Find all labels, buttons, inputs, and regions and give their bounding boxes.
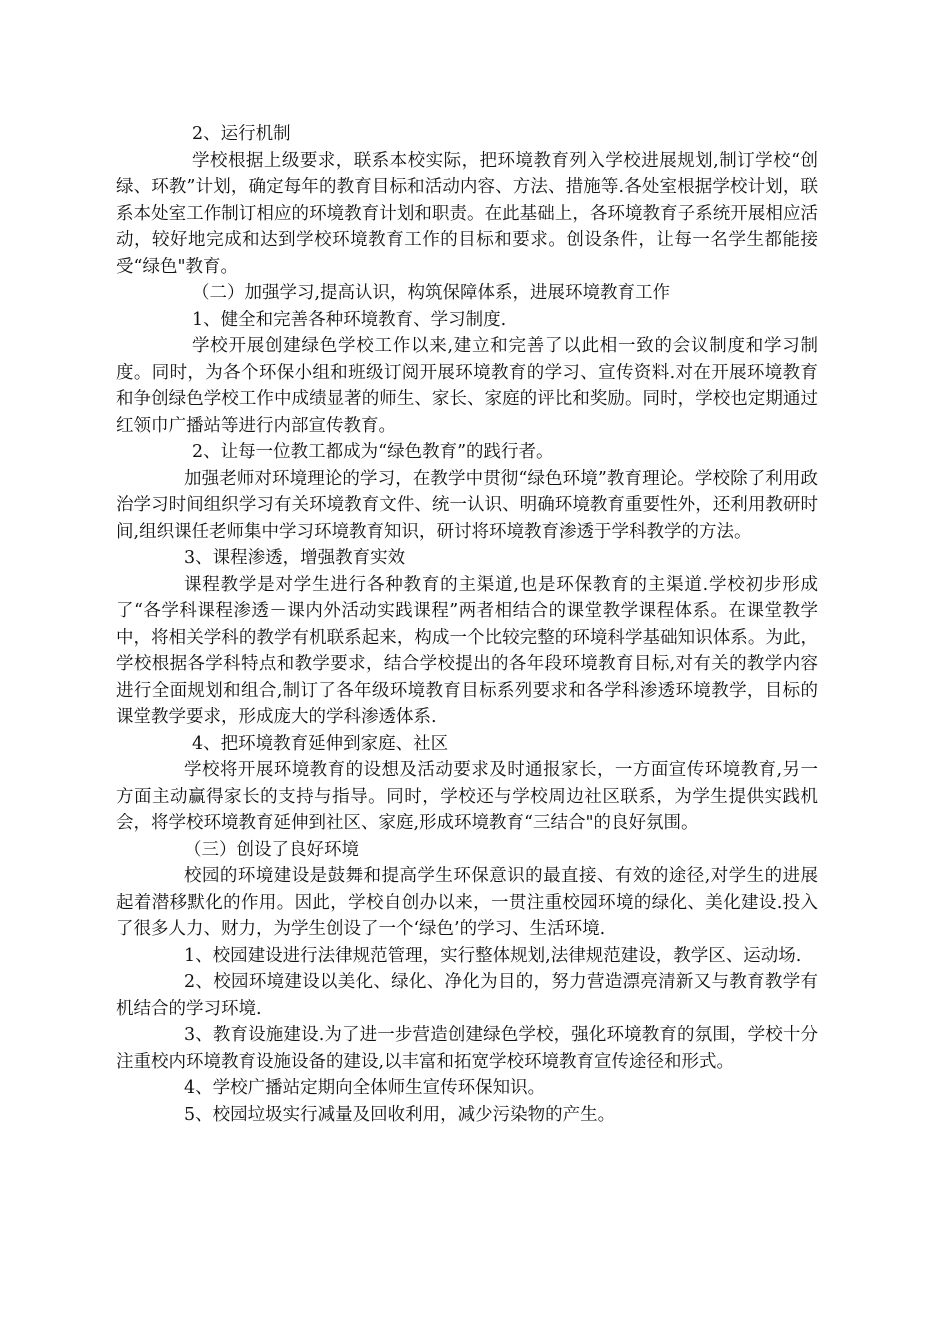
- subheading-community: 4、把环境教育延伸到家庭、社区: [192, 733, 449, 754]
- list-item-4: 4、学校广播站定期向全体师生宣传环保知识。: [184, 1078, 546, 1098]
- list-item-5: 5、校园垃圾实行减量及回收利用，减少污染物的产生。: [184, 1104, 616, 1125]
- list-item-2: 2、校园环境建设以美化、绿化、净化为目的，努力营造漂亮清新又与教育教学有机结合的学习环境.: [116, 972, 818, 1019]
- paragraph-operation-mechanism: 学校根据上级要求，联系本校实际，把环境教育列入学校进展规划,制订学校“创绿、环教”计划，确定每年的教育目标和活动内容、方法、措施等.各处室根据学校计划，联系本处室工作制订相应的环境教育计划和职责。在此基础上，各环境教育子系统开展相应活动，较好地完成和达到学校环境教育工作的目标和要求。创设条件，让每一名学生都能接受“绿色"教育。: [116, 150, 818, 277]
- subheading-staff: 2、让每一位教工都成为“绿色教育”的践行者。: [192, 442, 554, 462]
- subheading-system: 1、健全和完善各种环境教育、学习制度.: [192, 309, 507, 330]
- paragraph-staff: 加强老师对环境理论的学习，在教学中贯彻“绿色环境”教育理论。学校除了利用政治学习时间组织学习有关环境教育文件、统一认识、明确环境教育重要性外，还利用教研时间,组织课任老师集中学习环境教育知识，研讨将环境教育渗透于学科教学的方法。: [116, 468, 818, 542]
- paragraph-community: 学校将开展环境教育的设想及活动要求及时通报家长，一方面宣传环境教育,另一方面主动赢得家长的支持与指导。同时，学校还与学校周边社区联系，为学生提供实践机会，将学校环境教育延伸到社区、家庭,形成环境教育“三结合"的良好氛围。: [116, 760, 818, 833]
- paragraph-curriculum: 课程教学是对学生进行各种教育的主渠道,也是环保教育的主渠道.学校初步形成了“各学科课程渗透－课内外活动实践课程”两者相结合的课堂教学课程体系。在课堂教学中，将相关学科的教学有机联系起来，构成一个比较完整的环境科学基础知识体系。为此，学校根据各学科特点和教学要求，结合学校提出的各年段环境教育目标,对有关的教学内容进行全面规划和组合,制订了各年级环境教育目标系列要求和各学科渗透环境教学，目标的课堂教学要求，形成庞大的学科渗透体系.: [116, 574, 818, 727]
- list-item-1: 1、校园建设进行法律规范管理，实行整体规划,法律规范建设，教学区、运动场.: [184, 945, 802, 966]
- paragraph-environment: 校园的环境建设是鼓舞和提高学生环保意识的最直接、有效的途径,对学生的进展起着潜移默化的作用。因此，学校自创办以来，一贯注重校园环境的绿化、美化建设.投入了很多人力、财力，为学生创设了一个‘绿色’的学习、生活环境.: [116, 866, 818, 939]
- subheading-curriculum: 3、课程渗透，增强教育实效: [184, 548, 406, 568]
- list-item-3: 3、教育设施建设.为了进一步营造创建绿色学校，强化环境教育的氛围，学校十分注重校内环境教育设施设备的建设,以丰富和拓宽学校环境教育宣传途径和形式。: [116, 1025, 818, 1072]
- section-heading-3: （三）创设了良好环境: [184, 839, 359, 860]
- heading-operation-mechanism: 2、运行机制: [192, 124, 291, 144]
- paragraph-system: 学校开展创建绿色学校工作以来,建立和完善了以此相一致的会议制度和学习制度。同时，为各个环保小组和班级订阅开展环境教育的学习、宣传资料.对在开展环境教育和争创绿色学校工作中成绩显著的师生、家长、家庭的评比和奖励。同时，学校也定期通过红领巾广播站等进行内部宣传教育。: [116, 336, 818, 436]
- section-heading-2: （二）加强学习,提高认识，构筑保障体系，进展环境教育工作: [192, 283, 671, 303]
- document-body: [116, 121, 818, 1128]
